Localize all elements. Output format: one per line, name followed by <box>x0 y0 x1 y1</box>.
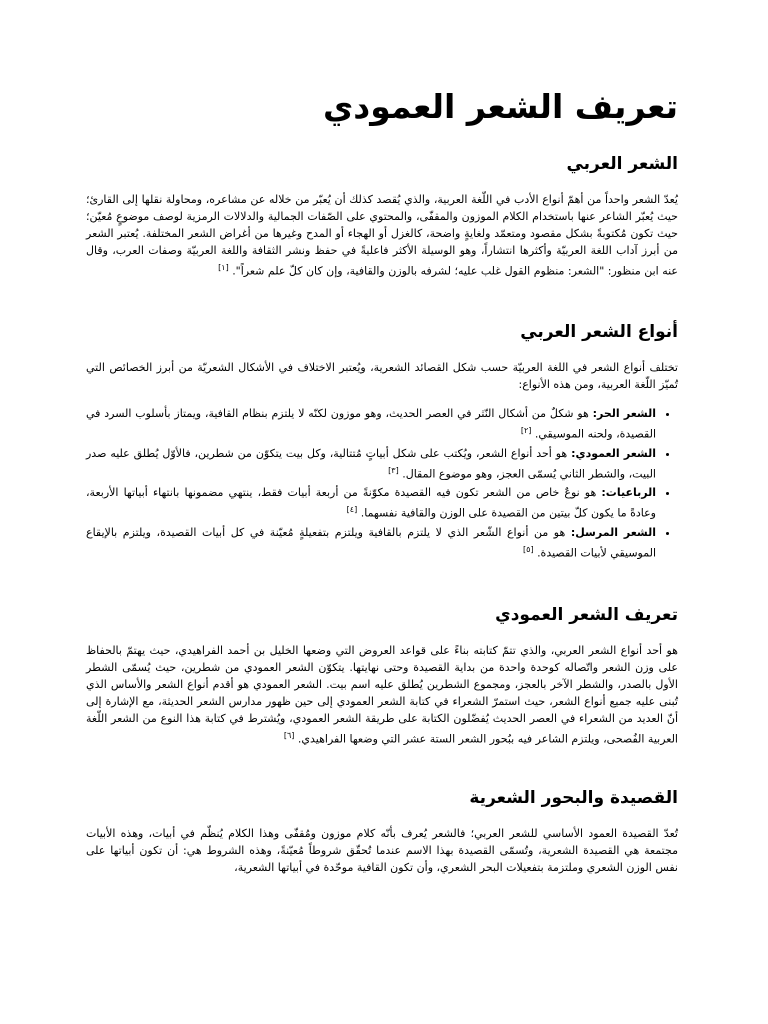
citation-ref[interactable]: [٦] <box>283 730 295 740</box>
section-heading-arabic-poetry: الشعر العربي <box>566 153 678 174</box>
citation-ref[interactable]: [٥] <box>523 545 534 555</box>
section-paragraph-vertical-poetry <box>86 642 678 748</box>
list-item-term: الشعر العمودي: <box>571 446 656 460</box>
section-spacer <box>86 747 678 787</box>
section-heading-poem-meters: القصيدة والبحور الشعرية <box>469 788 678 809</box>
section-spacer <box>86 564 678 604</box>
citation-ref[interactable]: [٢] <box>520 426 532 436</box>
poetry-types-list <box>86 405 678 562</box>
paragraph-text: يُعدّ الشعر واحداً من أهمّ أنواع الأدب في اللّغة العربية، والذي يُقصد كذلك أن يُعبّر من خلاله عن مشاعره، ومحاولة نقلها إلى القارئ؛ حيث يُعبّر الشاعر عنها باستخدام الكلام الموزون والمقفّى، والمحتوي على الصّفات الجمالية والدلالات الرمزية لوصف موضوعٍ مُعيّن؛ حيث تكون مُكتوبةً بشكل مقصود ومتعمّد ولغايةٍ واضحة، كالغزل أو الهجاء أو المدح وغيرها من أغراض الشعر المختلفة. يُعتبر الشعر من أبرز آداب اللغة العربيّة وأكثرها انتشاراً، وهو الوسيلة الأكثر فاعليةً في حفظ ونشر الثقافة واللغة العربيّة وصفات العرب، وقال عنه ابن منظور: "الشعر: منظوم القول غلب عليه؛ لشرفه بالوزن والقافية، وإن كان كلّ علم شعراً". <box>86 192 678 278</box>
list-item-text: هو شكلٌ من أشكال النّثر في العصر الحديث، وهو موزون لكنّه لا يلتزم بنظام القافية، ويمتاز بأسلوب السرد في القصيدة، ولحنه الموسيقي. <box>86 407 656 441</box>
list-item-term: الشعر الحر: <box>592 407 656 421</box>
list-item-quatrains <box>86 484 656 522</box>
citation-ref[interactable]: [٤] <box>346 505 358 515</box>
section-paragraph-arabic-poetry <box>86 191 678 280</box>
section-heading-poetry-types: أنواع الشعر العربي <box>520 322 678 343</box>
list-item-term: الشعر المرسل: <box>570 526 656 540</box>
page-title: تعريف الشعر العمودي <box>323 87 678 126</box>
paragraph-text: هو أحد أنواع الشعر العربي، والذي تتمّ كتابته بناءً على قواعد العروض التي وضعها الخليل بن أحمد الفراهيدي، حيث يهتمّ بالحفاظ على وزن الشعر واتّصاله كوحدة واحدة من بداية القصيدة وحتى نهايتها. يتكوّن الشعر العمودي من شطرين، حيث يُسمّى الشطر الأول بالصدر، والشطر الآخر بالعجز، ومجموع الشطرين يُطلق عليه اسم بيت. الشعر العمودي هو أقدم أنواع الشعر والأساس الذي تُبنى عليه جميع أنواع الشعر، حيث استمرّ الشعراء في كتابة الشعر العمودي إلى حين ظهور مدارس الشعر الحديثة، مع الإشارة إلى أنّ العديد من الشعراء في العصر الحديث يُفضّلون الكتابة على طريقة الشعر العمودي، ويُشترط في كتابة هذا النوع من الشعر اللّغة العربية الفُصحى، ويلتزم الشاعر فيه ببُحور الشعر الستة عشر التي وضعها الفراهيدي. <box>86 643 678 746</box>
list-item-text: هو من أنواع الشّعر الذي لا يلتزم بالقافية ويلتزم بتفعيلةٍ مُعيّنة في كل أبيات القصيدة، ويلتزم بالإيقاع الموسيقي لأبيات القصيدة. <box>86 526 656 560</box>
list-item-text: هو أحد أنواع الشعر، ويُكتب على شكل أبياتٍ مُتتالية، وكل بيت يتكوّن من شطرين، فالأوّل يُطلق عليه صدر البيت، والشطر الثاني يُسمّى العجز، وهو موضوع المقال. <box>86 446 656 481</box>
citation-ref[interactable]: [١] <box>218 262 229 272</box>
section-spacer <box>86 279 678 321</box>
list-item-vertical-poetry <box>86 445 656 483</box>
section-heading-vertical-poetry: تعريف الشعر العمودي <box>495 604 678 625</box>
citation-ref[interactable]: [٣] <box>388 465 399 475</box>
section-paragraph-poem-meters: تُعدّ القصيدة العمود الأساسي للشعر العربي؛ فالشعر يُعرف بأنّه كلام موزون ومُقفّى وهذا الكلام يُنظّم في أبيات، وهذه الأبيات مجتمعة هي القصيدة الشعرية، وتُسمّى القصيدة بهذا الاسم عندما تُحقّق شروطاً مُعيّنةً، وهذه الشروط هي: أن تكون أبياتها على نفس الوزن الشعري وملتزمة بتفعيلات البحر الشعري، وأن تكون القافية موحّدة في أبياتها الشعرية، <box>86 827 678 875</box>
list-item-term: الرباعيات: <box>601 486 656 500</box>
list-item-text: هو نوعٌ خاص من الشعر تكون فيه القصيدة مكوّنةً من أربعة أبيات فقط، ينتهي مضمونها بانتهاء أبياتها الأربعة، وعادةً ما يكون كلّ بيتين من القصيدة على الوزن والقافية نفسهما. <box>86 486 656 521</box>
section-paragraph-poetry-types: تختلف أنواع الشعر في اللغة العربيّة حسب شكل القصائد الشعرية، ويُعتبر الاختلاف في الأشكال الشعريّة من أبرز الخصائص التي تُميّز اللّغة العربية، ومن هذه الأنواع: <box>86 361 678 392</box>
list-item-blank-verse <box>86 524 656 562</box>
list-item-free-verse <box>86 405 656 443</box>
